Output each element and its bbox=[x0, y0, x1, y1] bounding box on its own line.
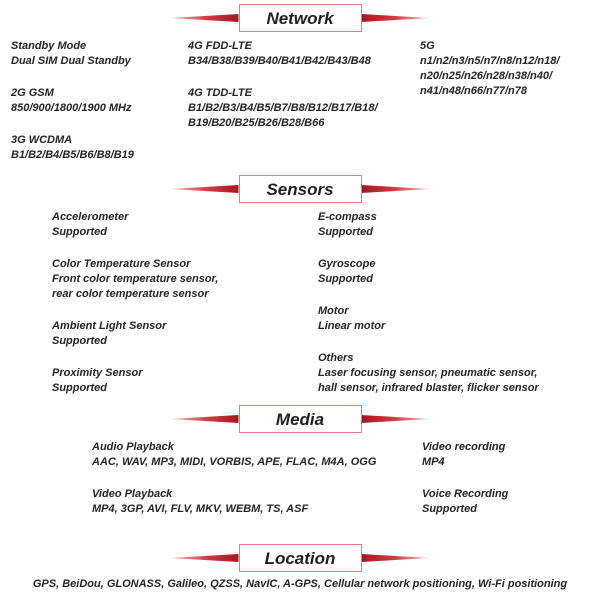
spec-line: B34/B38/B39/B40/B41/B42/B43/B48 bbox=[188, 55, 371, 67]
spec-group bbox=[0, 577, 600, 592]
spec-line: Motor bbox=[318, 305, 349, 317]
spec-group bbox=[318, 351, 539, 396]
spec-line: Voice Recording bbox=[422, 488, 509, 500]
section-title-network: Network bbox=[266, 8, 334, 28]
spec-group bbox=[318, 210, 539, 240]
spec-line: Supported bbox=[52, 382, 107, 394]
spec-line: AAC, WAV, MP3, MIDI, VORBIS, APE, FLAC, M4A, OGG bbox=[92, 456, 377, 468]
spec-line: Supported bbox=[318, 226, 373, 238]
spec-line: Supported bbox=[52, 226, 107, 238]
spec-group bbox=[52, 319, 218, 349]
spec-line: Accelerometer bbox=[52, 211, 129, 223]
spec-line: Audio Playback bbox=[92, 441, 174, 453]
right-arrow-icon bbox=[362, 14, 430, 23]
spec-line: n41/n48/n66/n77/n78 bbox=[420, 85, 527, 97]
spec-line: Dual SIM Dual Standby bbox=[11, 55, 131, 67]
spec-line: Supported bbox=[52, 335, 107, 347]
spec-line: Standby Mode bbox=[11, 40, 87, 52]
spec-line: MP4, 3GP, AVI, FLV, MKV, WEBM, TS, ASF bbox=[92, 503, 309, 515]
spec-line: 4G FDD-LTE bbox=[188, 40, 252, 52]
spec-line: Ambient Light Sensor bbox=[52, 320, 167, 332]
spec-group bbox=[11, 39, 134, 69]
spec-line: B1/B2/B4/B5/B6/B8/B19 bbox=[11, 149, 134, 161]
network-column-standby bbox=[11, 39, 134, 180]
spec-group bbox=[422, 440, 508, 470]
spec-line: GPS, BeiDou, GLONASS, Galileo, QZSS, NavIC, A-GPS, Cellular network positioning, Wi-Fi positioning bbox=[32, 578, 568, 590]
location-title-box bbox=[239, 544, 362, 572]
spec-line: n20/n25/n26/n28/n38/n40/ bbox=[420, 70, 553, 82]
left-arrow-icon bbox=[171, 415, 239, 424]
spec-line: 2G GSM bbox=[11, 87, 54, 99]
media-title-box bbox=[239, 405, 362, 433]
spec-line: 5G bbox=[420, 40, 435, 52]
spec-line: Others bbox=[318, 352, 354, 364]
left-arrow-icon bbox=[171, 14, 239, 23]
right-arrow-icon bbox=[362, 415, 430, 424]
network-column-5g bbox=[420, 39, 559, 116]
spec-group bbox=[422, 487, 508, 517]
spec-line: Linear motor bbox=[318, 320, 386, 332]
spec-line: rear color temperature sensor bbox=[52, 288, 209, 300]
spec-line: 850/900/1800/1900 MHz bbox=[11, 102, 132, 114]
section-header-media bbox=[0, 405, 600, 433]
spec-line: Front color temperature sensor, bbox=[52, 273, 219, 285]
spec-line: MP4 bbox=[422, 456, 445, 468]
section-header-location bbox=[0, 544, 600, 572]
section-header-network bbox=[0, 4, 600, 32]
location-positioning-list bbox=[0, 577, 600, 600]
sensors-column-left bbox=[52, 210, 218, 413]
left-arrow-icon bbox=[171, 185, 239, 194]
spec-line: n1/n2/n3/n5/n7/n8/n12/n18/ bbox=[420, 55, 560, 67]
spec-line: Video recording bbox=[422, 441, 506, 453]
spec-line: 4G TDD-LTE bbox=[188, 87, 252, 99]
spec-group bbox=[11, 86, 134, 116]
spec-group bbox=[188, 86, 378, 131]
network-title-box bbox=[239, 4, 362, 32]
spec-group bbox=[318, 304, 539, 334]
spec-line: Supported bbox=[318, 273, 373, 285]
sensors-title-box bbox=[239, 175, 362, 203]
spec-group bbox=[420, 39, 559, 99]
left-arrow-icon bbox=[171, 554, 239, 563]
spec-line: Gyroscope bbox=[318, 258, 376, 270]
spec-line: Laser focusing sensor, pneumatic sensor, bbox=[318, 367, 538, 379]
network-column-4g bbox=[188, 39, 378, 148]
spec-line: Color Temperature Sensor bbox=[52, 258, 191, 270]
media-column-right bbox=[422, 440, 508, 534]
spec-line: Supported bbox=[422, 503, 477, 515]
section-title-media: Media bbox=[275, 409, 325, 429]
section-title-location: Location bbox=[264, 548, 336, 568]
section-title-sensors: Sensors bbox=[266, 179, 334, 199]
right-arrow-icon bbox=[362, 185, 430, 194]
spec-line: Video Playback bbox=[92, 488, 173, 500]
spec-line: 3G WCDMA bbox=[11, 134, 73, 146]
section-header-sensors bbox=[0, 175, 600, 203]
right-arrow-icon bbox=[362, 554, 430, 563]
spec-group bbox=[11, 133, 134, 163]
spec-line: B19/B20/B25/B26/B28/B66 bbox=[188, 117, 325, 129]
spec-line: B1/B2/B3/B4/B5/B7/B8/B12/B17/B18/ bbox=[188, 102, 378, 114]
spec-group bbox=[188, 39, 378, 69]
spec-line: E-compass bbox=[318, 211, 377, 223]
sensors-column-right bbox=[318, 210, 539, 413]
spec-group bbox=[92, 487, 376, 517]
spec-group bbox=[52, 366, 218, 396]
spec-group bbox=[318, 257, 539, 287]
spec-group bbox=[92, 440, 376, 470]
spec-line: hall sensor, infrared blaster, flicker sensor bbox=[318, 382, 539, 394]
media-column-left bbox=[92, 440, 376, 534]
spec-group bbox=[52, 257, 218, 302]
spec-line: Proximity Sensor bbox=[52, 367, 143, 379]
spec-group bbox=[52, 210, 218, 240]
